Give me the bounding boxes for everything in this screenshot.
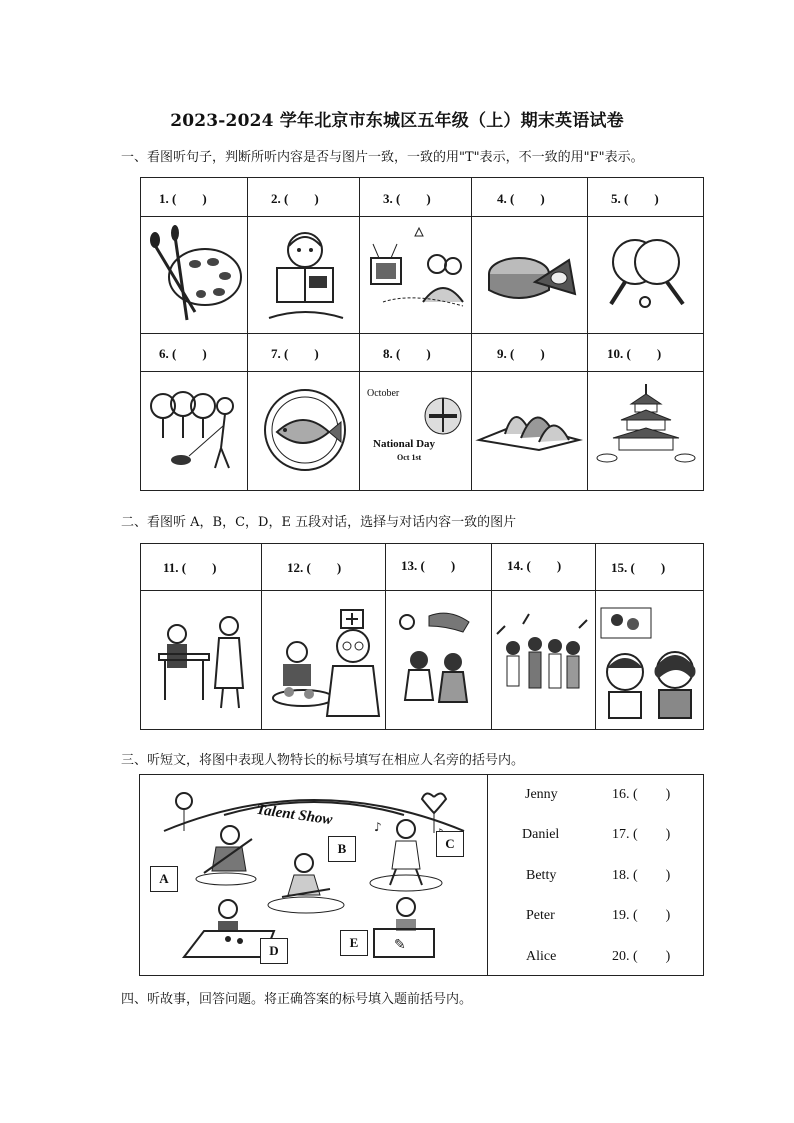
q20-label: 20. ( ) [612,949,671,964]
label-a: A [150,866,178,892]
paint-palette-image [145,222,245,328]
q17-label: 17. ( ) [612,827,671,842]
name-betty: Betty [526,868,557,883]
q1-label: 1. ( ) [159,191,207,206]
group-celebration-image [493,604,593,724]
doctor-and-food-image [267,602,383,726]
ping-pong-paddles-image [591,222,701,328]
boy-reading-image [253,222,353,328]
label-c: C [436,831,464,857]
q11-label: 11. ( ) [163,560,217,575]
walking-dog-image [145,376,245,486]
q15-label: 15. ( ) [611,560,666,575]
q12-label: 12. ( ) [287,560,342,575]
q2-label: 2. ( ) [271,191,319,206]
q19-label: 19. ( ) [612,908,671,923]
svg-text:♪: ♪ [374,820,382,834]
q18-label: 18. ( ) [612,868,671,883]
q4-label: 4. ( ) [497,191,545,206]
q9-label: 9. ( ) [497,346,545,361]
family-watching-tv-image [363,222,467,328]
calendar-date: Oct 1st [397,453,422,462]
q8-label: 8. ( ) [383,346,431,361]
calendar-month: October [367,388,400,399]
page-title: 2023-2024 学年北京市东城区五年级（上）期末英语试卷 [170,111,624,131]
section3-heading: 三、听短文，将图中表现人物特长的标号填写在相应人名旁的括号内。 [121,753,525,768]
calendar-event: National Day [373,438,436,450]
name-daniel: Daniel [522,827,560,842]
section4-heading: 四、听故事，回答问题。将正确答案的标号填入题前括号内。 [121,992,473,1007]
section2-grid [140,543,704,730]
section3-grid [139,774,704,976]
q13-label: 13. ( ) [401,558,456,573]
svg-text:✎: ✎ [394,937,406,953]
label-d: D [260,938,288,964]
section2-heading: 二、看图听 A，B，C，D，E 五段对话，选择与对话内容一致的图片 [121,515,517,530]
name-peter: Peter [526,908,555,923]
fish-plate-image [253,376,357,486]
q5-label: 5. ( ) [611,191,659,206]
label-e: E [340,930,368,956]
mooncakes-image [475,222,585,328]
opera-house-image [475,376,585,486]
label-b: B [328,836,356,862]
q10-label: 10. ( ) [607,346,662,361]
restaurant-ordering-image [151,604,255,724]
name-alice: Alice [526,949,557,964]
talent-show-image [144,779,484,973]
q14-label: 14. ( ) [507,558,562,573]
q3-label: 3. ( ) [383,191,431,206]
q6-label: 6. ( ) [159,346,207,361]
section1-heading: 一、看图听句子，判断所听内容是否与图片一致，一致的用"T"表示，不一致的用"F"表示。 [121,150,644,165]
flag-raising-icon [421,394,465,434]
name-jenny: Jenny [525,787,558,802]
national-day-calendar [367,388,467,472]
q16-label: 16. ( ) [612,787,671,802]
section1-grid [140,177,704,491]
temple-of-heaven-image [591,376,701,486]
children-festival-image [389,602,489,726]
q7-label: 7. ( ) [271,346,319,361]
boy-and-girl-talking-image [597,602,703,726]
talent-show-banner: Talent Show [255,801,334,829]
